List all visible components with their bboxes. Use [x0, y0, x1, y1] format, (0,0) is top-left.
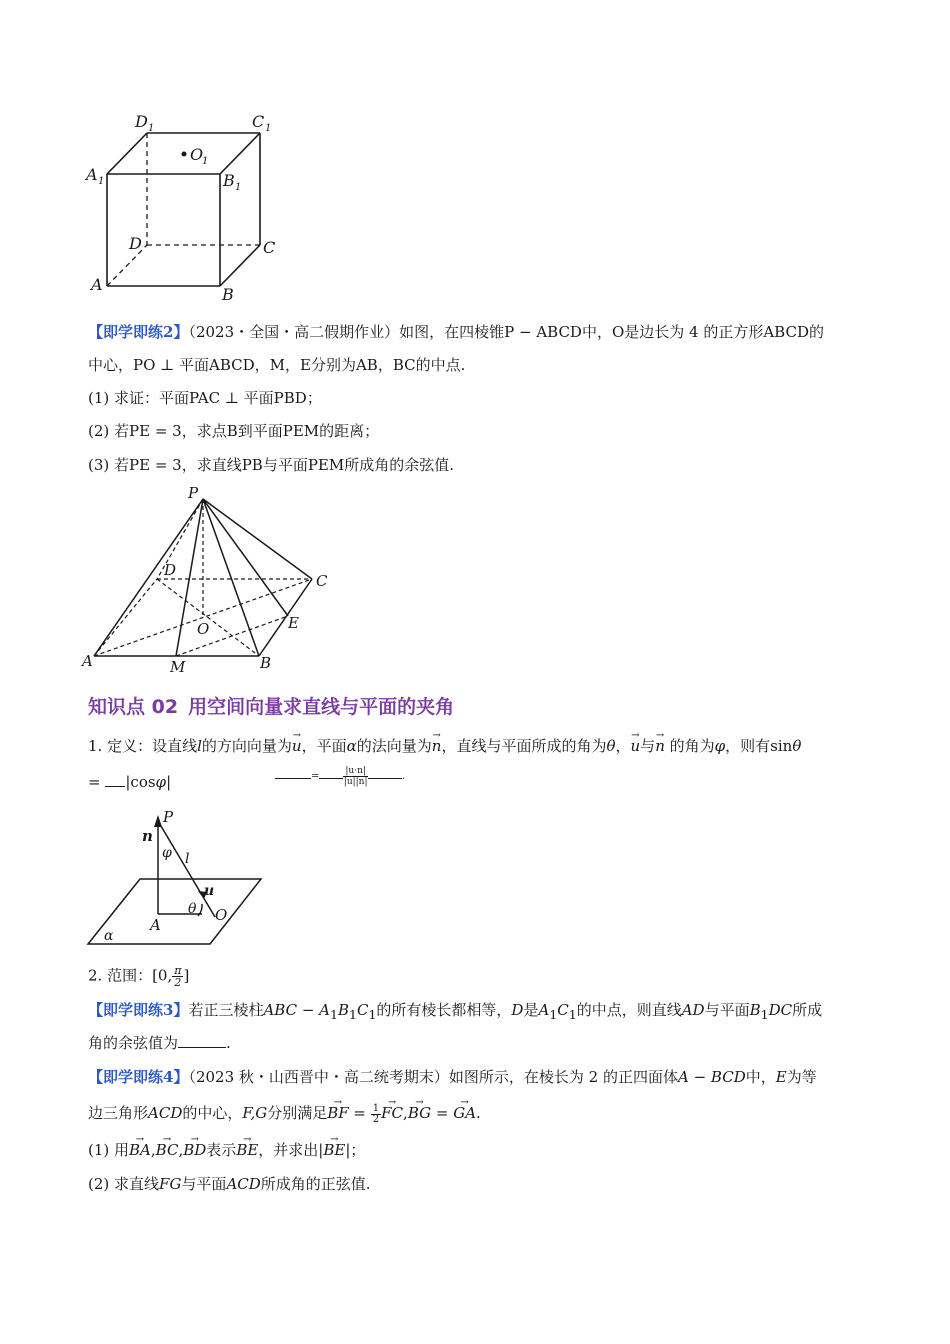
label-o1: O — [190, 145, 204, 164]
ex4-text: 中， — [745, 1068, 776, 1086]
ex4-line2 — [88, 1103, 481, 1125]
answer-blank — [105, 772, 125, 787]
vector-fc: → FC — [381, 1104, 403, 1122]
section-title: 用空间向量求直线与平面的夹角 — [188, 696, 455, 718]
definition-line2 — [88, 772, 171, 792]
ex4-text: 与平面 — [181, 1175, 227, 1193]
ex3-line1 — [88, 1000, 822, 1025]
label-l: l — [185, 851, 190, 867]
label-c: C — [263, 238, 276, 257]
ex2-question-1: (1) 求证：平面PAC ⊥ 平面PBD； — [88, 389, 322, 407]
def-cos: |cos — [125, 773, 156, 791]
label-d1: D — [135, 112, 148, 131]
label-b1: B — [223, 171, 235, 190]
label-c: C — [316, 572, 328, 590]
label-o: O — [197, 620, 210, 638]
def-text: 与 — [640, 737, 656, 755]
ex4-text: 边三角形 — [88, 1104, 149, 1122]
def-eq: = — [311, 771, 320, 782]
subscript: 1 — [330, 1007, 338, 1022]
math: D — [511, 1001, 524, 1019]
ex4-question-1 — [88, 1140, 365, 1160]
ex3-tag: 【即学即练3】 — [88, 1001, 189, 1019]
ex2-question-3: (3) 若PE = 3，求直线PB与平面PEM所成角的余弦值. — [88, 456, 454, 474]
label-theta: θ — [188, 901, 197, 917]
section-number: 知识点 02 — [88, 696, 179, 718]
math: B — [337, 1001, 350, 1019]
math-dot: . — [476, 1104, 481, 1122]
sub-b1: 1 — [235, 182, 242, 193]
angle-figure — [80, 805, 275, 950]
def-l: l — [197, 737, 202, 755]
def-text: ， — [615, 737, 631, 755]
sub-d1: 1 — [148, 123, 155, 134]
ex4-line1 — [88, 1067, 817, 1087]
definition-formula — [275, 766, 405, 787]
ex3-text: 角的余弦值为 — [88, 1034, 179, 1052]
vector-ga: → GA — [453, 1104, 476, 1122]
ex4-text: （2023 秋・山西晋中・高二统考期末）如图所示，在棱长为 2 的正四面体 — [188, 1068, 678, 1086]
label-c1: C — [252, 112, 265, 131]
label-u: u — [204, 883, 215, 899]
subscript: 1 — [549, 1007, 558, 1022]
cube-figure — [80, 110, 290, 310]
vector-bd: → BD — [183, 1141, 206, 1159]
label-phi: φ — [162, 845, 172, 861]
label-p: P — [163, 808, 174, 826]
fraction-numerator: |u·n| — [345, 766, 366, 776]
ex3-text: 的所有棱长都相等， — [376, 1001, 512, 1019]
math: B — [749, 1001, 761, 1019]
ex2-tag: 【即学即练2】 — [88, 323, 189, 341]
math-eq: = — [431, 1104, 454, 1122]
label-a: A — [82, 652, 93, 670]
label-d: D — [164, 561, 177, 579]
range-text: 2. 范围：[0, — [88, 966, 173, 985]
sub-a1: 1 — [98, 176, 105, 187]
ex4-tag: 【即学即练4】 — [88, 1068, 189, 1086]
range-line — [88, 965, 189, 988]
def-text: 1. 定义：设直线 — [88, 737, 198, 755]
ex3-text: 若正三棱柱 — [188, 1001, 264, 1019]
subscript: 1 — [760, 1007, 769, 1022]
ex4-text: 为等 — [786, 1068, 817, 1086]
ex3-text: 的中点，则直线 — [576, 1001, 682, 1019]
vector-bc: → BC — [156, 1141, 179, 1159]
ex3-text: 所成 — [792, 1001, 823, 1019]
answer-blank — [178, 1033, 226, 1048]
vector-be: → BE — [236, 1141, 258, 1159]
subscript: 1 — [368, 1007, 377, 1022]
ex4-text: (2) 求直线 — [88, 1175, 160, 1193]
ex4-text: ，并求出| — [258, 1141, 324, 1159]
ex4-text: |； — [345, 1141, 366, 1159]
answer-blank — [368, 770, 402, 779]
ex2-line1 — [88, 322, 824, 342]
ex4-text: 的中心， — [182, 1104, 243, 1122]
vector-bf: → BF — [327, 1104, 348, 1122]
ex4-text: (1) 用 — [88, 1141, 130, 1159]
math-comma: , — [403, 1104, 408, 1122]
fraction-denominator: 2 — [174, 976, 182, 989]
label-d: D — [129, 234, 142, 253]
def-phi: φ — [155, 773, 167, 791]
ex3-end: . — [226, 1034, 231, 1052]
fraction-half — [371, 1104, 381, 1125]
def-end: . — [401, 771, 406, 782]
math: DC — [768, 1001, 793, 1019]
fraction-un — [343, 766, 368, 787]
label-alpha: α — [104, 928, 114, 944]
math: C — [557, 1001, 569, 1019]
ex3-text: 与平面 — [704, 1001, 750, 1019]
vector-ba: → BA — [129, 1141, 151, 1159]
def-text: ，直线与平面所成的角为 — [441, 737, 607, 755]
label-b: B — [222, 285, 234, 304]
math: ACD — [226, 1175, 261, 1193]
label-a1: A — [86, 165, 98, 184]
range-close: ] — [183, 966, 190, 985]
def-text: 的角为 — [664, 737, 715, 755]
section-heading — [88, 692, 454, 719]
ex3-line2 — [88, 1033, 231, 1053]
def-text: ，平面 — [301, 737, 347, 755]
math-eq: = — [348, 1104, 371, 1122]
ex4-question-2 — [88, 1174, 371, 1194]
def-text: 的法向量为 — [356, 737, 432, 755]
ex2-line2: 中心，PO ⊥ 平面ABCD，M，E分别为AB，BC的中点. — [88, 356, 466, 374]
math: ACD — [148, 1104, 183, 1122]
def-eq: = — [88, 773, 101, 791]
math-comma: , — [178, 1141, 184, 1159]
def-text: 的方向向量为 — [201, 737, 292, 755]
math: A — [538, 1001, 550, 1019]
answer-blank — [275, 770, 311, 779]
vector-n: → n — [655, 737, 665, 755]
definition-line1 — [88, 736, 801, 756]
vector-be: → BE — [323, 1141, 345, 1159]
ex4-text: 分别满足 — [267, 1104, 328, 1122]
vector-n: → n — [432, 737, 442, 755]
math: ABC − A — [263, 1001, 331, 1019]
fraction-pi-over-2 — [172, 965, 183, 988]
fraction-numerator: π — [174, 964, 182, 977]
label-p: P — [188, 484, 199, 502]
math: AD — [681, 1001, 705, 1019]
subscript: 1 — [568, 1007, 577, 1022]
def-alpha: α — [346, 737, 357, 755]
ex2-text1: （2023・全国・高二假期作业）如图，在四棱锥P − ABCD中，O是边长为 4 的正方形ABCD的 — [188, 323, 824, 341]
subscript: 1 — [349, 1007, 357, 1022]
ex2-question-2: (2) 若PE = 3，求点B到平面PEM的距离； — [88, 422, 380, 440]
ex4-text: 表示 — [206, 1141, 237, 1159]
math-comma: , — [150, 1141, 156, 1159]
math: FG — [159, 1175, 182, 1193]
pyramid-figure — [80, 482, 340, 682]
def-text: ，则有sin — [725, 737, 793, 755]
vector-u: → u — [631, 737, 641, 755]
def-theta: θ — [606, 737, 616, 755]
math: F,G — [242, 1104, 268, 1122]
vector-bg: → BG — [408, 1104, 431, 1122]
label-b: B — [260, 654, 272, 672]
sub-o1: 1 — [202, 156, 209, 167]
label-a: A — [91, 275, 103, 294]
label-m: M — [170, 658, 186, 676]
fraction-denominator: |u||n| — [343, 777, 368, 787]
ex4-text: 所成角的正弦值. — [260, 1175, 371, 1193]
math: E — [775, 1068, 787, 1086]
vector-u: → u — [292, 737, 302, 755]
fraction-numerator: 1 — [372, 1102, 380, 1114]
def-bar: | — [166, 773, 172, 791]
fraction-denominator: 2 — [372, 1113, 380, 1125]
sub-c1: 1 — [265, 123, 272, 134]
def-theta: θ — [792, 737, 802, 755]
label-e: E — [288, 614, 299, 632]
answer-blank — [319, 770, 343, 779]
def-phi: φ — [714, 737, 726, 755]
label-n: n — [142, 827, 153, 845]
label-a: A — [150, 916, 161, 934]
label-o: O — [215, 906, 228, 924]
math: C — [356, 1001, 369, 1019]
math: A − BCD — [677, 1068, 746, 1086]
ex3-text: 是 — [523, 1001, 539, 1019]
